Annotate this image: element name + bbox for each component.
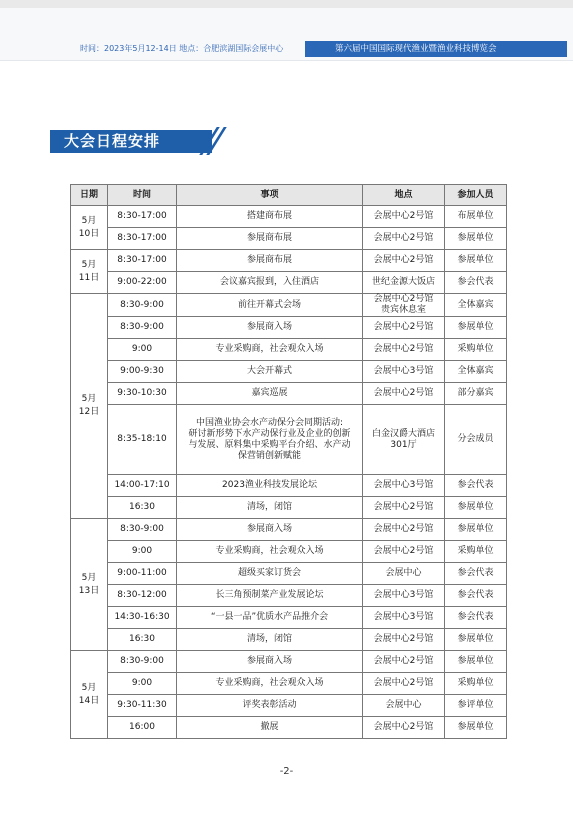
- time-cell: 8:30-9:00: [108, 294, 177, 317]
- top-strip: [0, 0, 573, 8]
- place-cell: 会展中心3号馆: [363, 475, 445, 497]
- place-cell: 会展中心2号馆: [363, 651, 445, 673]
- place-cell: 白金汉爵大酒店 301厅: [363, 405, 445, 475]
- time-cell: 16:30: [108, 629, 177, 651]
- table-row: [71, 294, 507, 317]
- header-banner: 第六届中国国际现代渔业暨渔业科技博览会: [305, 41, 567, 57]
- page-number: -2-: [279, 766, 294, 777]
- time-cell: 8:35-18:10: [108, 405, 177, 475]
- table-header-row: [71, 185, 507, 206]
- attendees-cell: 全体嘉宾: [445, 361, 507, 383]
- table-row: [71, 673, 507, 695]
- item-cell: 会议嘉宾报到，入住酒店: [177, 272, 363, 294]
- item-cell: 参展商入场: [177, 651, 363, 673]
- attendees-cell: 参展单位: [445, 250, 507, 272]
- table-row: [71, 607, 507, 629]
- place-cell: 会展中心2号馆: [363, 228, 445, 250]
- date-cell: 5月 12日: [71, 294, 108, 519]
- attendees-cell: 参展单位: [445, 497, 507, 519]
- place-cell: 会展中心2号馆: [363, 629, 445, 651]
- table-row: [71, 563, 507, 585]
- date-cell: 5月 11日: [71, 250, 108, 294]
- place-cell: 会展中心2号馆: [363, 541, 445, 563]
- time-cell: 16:00: [108, 717, 177, 739]
- attendees-cell: 采购单位: [445, 673, 507, 695]
- attendees-cell: 参展单位: [445, 717, 507, 739]
- attendees-cell: 参会代表: [445, 563, 507, 585]
- item-cell: 清场，闭馆: [177, 629, 363, 651]
- attendees-cell: 参展单位: [445, 317, 507, 339]
- header-info: 时间：2023年5月12-14日 地点：合肥滨湖国际会展中心: [80, 44, 284, 53]
- attendees-cell: 采购单位: [445, 541, 507, 563]
- item-cell: 超级买家订货会: [177, 563, 363, 585]
- item-cell: 清场，闭馆: [177, 497, 363, 519]
- time-cell: 8:30-17:00: [108, 250, 177, 272]
- item-cell: 参展商入场: [177, 519, 363, 541]
- table-row: [71, 228, 507, 250]
- item-cell: 专业采购商，社会观众入场: [177, 673, 363, 695]
- time-cell: 9:00-11:00: [108, 563, 177, 585]
- attendees-cell: 分会成员: [445, 405, 507, 475]
- attendees-cell: 参展单位: [445, 228, 507, 250]
- item-cell: 搭建商布展: [177, 206, 363, 228]
- attendees-cell: 参会代表: [445, 607, 507, 629]
- item-cell: “一县一品”优质水产品推介会: [177, 607, 363, 629]
- time-cell: 8:30-9:00: [108, 519, 177, 541]
- place-cell: 会展中心3号馆: [363, 361, 445, 383]
- section-title: 大会日程安排: [50, 130, 212, 153]
- place-cell: 会展中心: [363, 695, 445, 717]
- time-cell: 9:00-9:30: [108, 361, 177, 383]
- time-cell: 8:30-9:00: [108, 651, 177, 673]
- time-cell: 9:00: [108, 541, 177, 563]
- table-row: [71, 317, 507, 339]
- item-cell: 参展商布展: [177, 250, 363, 272]
- table-row: [71, 497, 507, 519]
- table-row: [71, 585, 507, 607]
- date-cell: 5月 10日: [71, 206, 108, 250]
- item-cell: 嘉宾巡展: [177, 383, 363, 405]
- item-cell: 专业采购商，社会观众入场: [177, 339, 363, 361]
- attendees-cell: 全体嘉宾: [445, 294, 507, 317]
- attendees-cell: 参会代表: [445, 475, 507, 497]
- time-cell: 9:30-10:30: [108, 383, 177, 405]
- table-row: [71, 519, 507, 541]
- time-cell: 14:30-16:30: [108, 607, 177, 629]
- attendees-cell: 参评单位: [445, 695, 507, 717]
- table-row: [71, 272, 507, 294]
- place-cell: 会展中心2号馆: [363, 250, 445, 272]
- time-cell: 8:30-17:00: [108, 228, 177, 250]
- item-cell: 中国渔业协会水产动保分会同期活动: 研讨新形势下水产动保行业及企业的创新 与发展、原料集中采购平台介绍、水产动 保营销创新赋能: [177, 405, 363, 475]
- place-cell: 世纪金源大饭店: [363, 272, 445, 294]
- place-cell: 会展中心2号馆 贵宾休息室: [363, 294, 445, 317]
- attendees-cell: 参会代表: [445, 585, 507, 607]
- item-cell: 撤展: [177, 717, 363, 739]
- attendees-cell: 部分嘉宾: [445, 383, 507, 405]
- time-cell: 8:30-9:00: [108, 317, 177, 339]
- date-cell: 5月 13日: [71, 519, 108, 651]
- col-header-item: 事项: [177, 185, 363, 206]
- place-cell: 会展中心2号馆: [363, 497, 445, 519]
- table-row: [71, 339, 507, 361]
- col-header-attendees: 参加人员: [445, 185, 507, 206]
- schedule-body: [71, 206, 507, 739]
- table-row: [71, 206, 507, 228]
- table-row: [71, 250, 507, 272]
- place-cell: 会展中心2号馆: [363, 673, 445, 695]
- place-cell: 会展中心3号馆: [363, 607, 445, 629]
- item-cell: 专业采购商，社会观众入场: [177, 541, 363, 563]
- item-cell: 2023渔业科技发展论坛: [177, 475, 363, 497]
- time-cell: 8:30-12:00: [108, 585, 177, 607]
- schedule-table: [70, 184, 507, 739]
- item-cell: 大会开幕式: [177, 361, 363, 383]
- item-cell: 参展商入场: [177, 317, 363, 339]
- attendees-cell: 参展单位: [445, 651, 507, 673]
- time-cell: 8:30-17:00: [108, 206, 177, 228]
- page-header: [0, 8, 573, 61]
- col-header-date: 日期: [71, 185, 108, 206]
- time-cell: 16:30: [108, 497, 177, 519]
- place-cell: 会展中心2号馆: [363, 383, 445, 405]
- place-cell: 会展中心2号馆: [363, 519, 445, 541]
- time-cell: 9:00-22:00: [108, 272, 177, 294]
- date-cell: 5月 14日: [71, 651, 108, 739]
- place-cell: 会展中心2号馆: [363, 339, 445, 361]
- table-row: [71, 541, 507, 563]
- place-cell: 会展中心2号馆: [363, 317, 445, 339]
- table-row: [71, 475, 507, 497]
- attendees-cell: 参会代表: [445, 272, 507, 294]
- time-cell: 9:00: [108, 339, 177, 361]
- time-cell: 9:30-11:30: [108, 695, 177, 717]
- attendees-cell: 参展单位: [445, 519, 507, 541]
- place-cell: 会展中心: [363, 563, 445, 585]
- attendees-cell: 采购单位: [445, 339, 507, 361]
- item-cell: 参展商布展: [177, 228, 363, 250]
- table-row: [71, 717, 507, 739]
- table-row: [71, 405, 507, 475]
- item-cell: 评奖表彰活动: [177, 695, 363, 717]
- col-header-time: 时间: [108, 185, 177, 206]
- place-cell: 会展中心2号馆: [363, 717, 445, 739]
- table-row: [71, 651, 507, 673]
- place-cell: 会展中心3号馆: [363, 585, 445, 607]
- table-row: [71, 361, 507, 383]
- table-row: [71, 695, 507, 717]
- attendees-cell: 参展单位: [445, 629, 507, 651]
- time-cell: 14:00-17:10: [108, 475, 177, 497]
- attendees-cell: 布展单位: [445, 206, 507, 228]
- place-cell: 会展中心2号馆: [363, 206, 445, 228]
- table-row: [71, 629, 507, 651]
- table-row: [71, 383, 507, 405]
- col-header-place: 地点: [363, 185, 445, 206]
- time-cell: 9:00: [108, 673, 177, 695]
- item-cell: 长三角预制菜产业发展论坛: [177, 585, 363, 607]
- item-cell: 前往开幕式会场: [177, 294, 363, 317]
